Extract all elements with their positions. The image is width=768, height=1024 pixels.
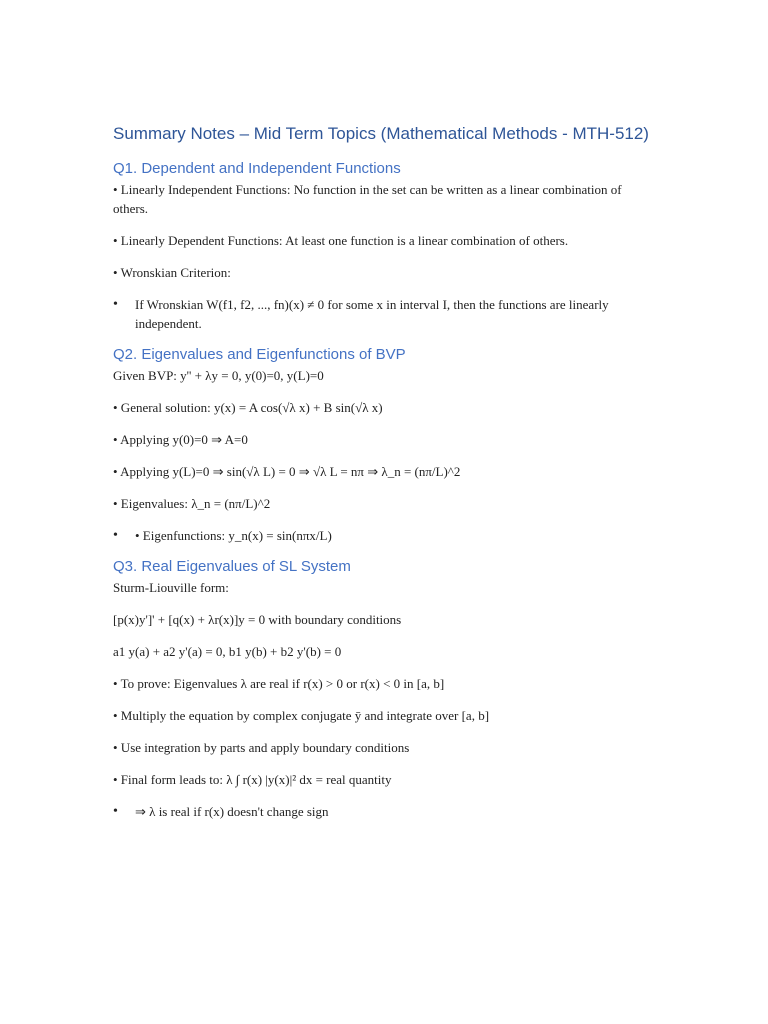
paragraph: • Applying y(L)=0 ⇒ sin(√λ L) = 0 ⇒ √λ L = nπ ⇒ λ_n = (nπ/L)^2 xyxy=(113,464,461,479)
bullet-icon: • xyxy=(113,297,118,312)
paragraph: [p(x)y']' + [q(x) + λr(x)]y = 0 with boundary conditions xyxy=(113,612,402,627)
bullet-icon: • xyxy=(113,528,118,543)
paragraph: • Multiply the equation by complex conjugate ȳ and integrate over [a, b] xyxy=(113,708,490,723)
bullet-item xyxy=(113,802,658,821)
paragraph: • Wronskian Criterion: xyxy=(113,265,231,280)
section-q2 xyxy=(113,346,658,545)
paragraph: • General solution: y(x) = A cos(√λ x) + B sin(√λ x) xyxy=(113,400,383,415)
paragraph: • Applying y(0)=0 ⇒ A=0 xyxy=(113,432,248,447)
bullet-item xyxy=(113,526,658,545)
section-q3 xyxy=(113,558,658,821)
document-title: Summary Notes – Mid Term Topics (Mathematical Methods - MTH-512) xyxy=(113,124,649,143)
paragraph: • To prove: Eigenvalues λ are real if r(x) > 0 or r(x) < 0 in [a, b] xyxy=(113,676,445,691)
section-q1 xyxy=(113,160,658,333)
bullet-icon: • xyxy=(113,804,118,819)
paragraph: • Linearly Dependent Functions: At least one function is a linear combination of others. xyxy=(113,233,569,248)
paragraph: Sturm-Liouville form: xyxy=(113,580,229,595)
paragraph: • Final form leads to: λ ∫ r(x) |y(x)|² dx = real quantity xyxy=(113,772,392,787)
paragraph: a1 y(a) + a2 y'(a) = 0, b1 y(b) + b2 y'(b) = 0 xyxy=(113,644,342,659)
paragraph: Given BVP: y'' + λy = 0, y(0)=0, y(L)=0 xyxy=(113,368,324,383)
section-heading-q1: Q1. Dependent and Independent Functions xyxy=(113,160,401,177)
bullet-item xyxy=(113,295,658,333)
section-heading-q3: Q3. Real Eigenvalues of SL System xyxy=(113,558,351,575)
paragraph: • Use integration by parts and apply boundary conditions xyxy=(113,740,410,755)
paragraph: • Linearly Independent Functions: No function in the set can be written as a linear combination of others. xyxy=(113,182,622,216)
paragraph: • Eigenvalues: λ_n = (nπ/L)^2 xyxy=(113,496,271,511)
bullet-text: ⇒ λ is real if r(x) doesn't change sign xyxy=(135,804,329,819)
section-heading-q2: Q2. Eigenvalues and Eigenfunctions of BVP xyxy=(113,346,406,363)
bullet-text: • Eigenfunctions: y_n(x) = sin(nπx/L) xyxy=(135,528,332,543)
bullet-text: If Wronskian W(f1, f2, ..., fn)(x) ≠ 0 for some x in interval I, then the functions are linearly independent. xyxy=(135,297,609,331)
